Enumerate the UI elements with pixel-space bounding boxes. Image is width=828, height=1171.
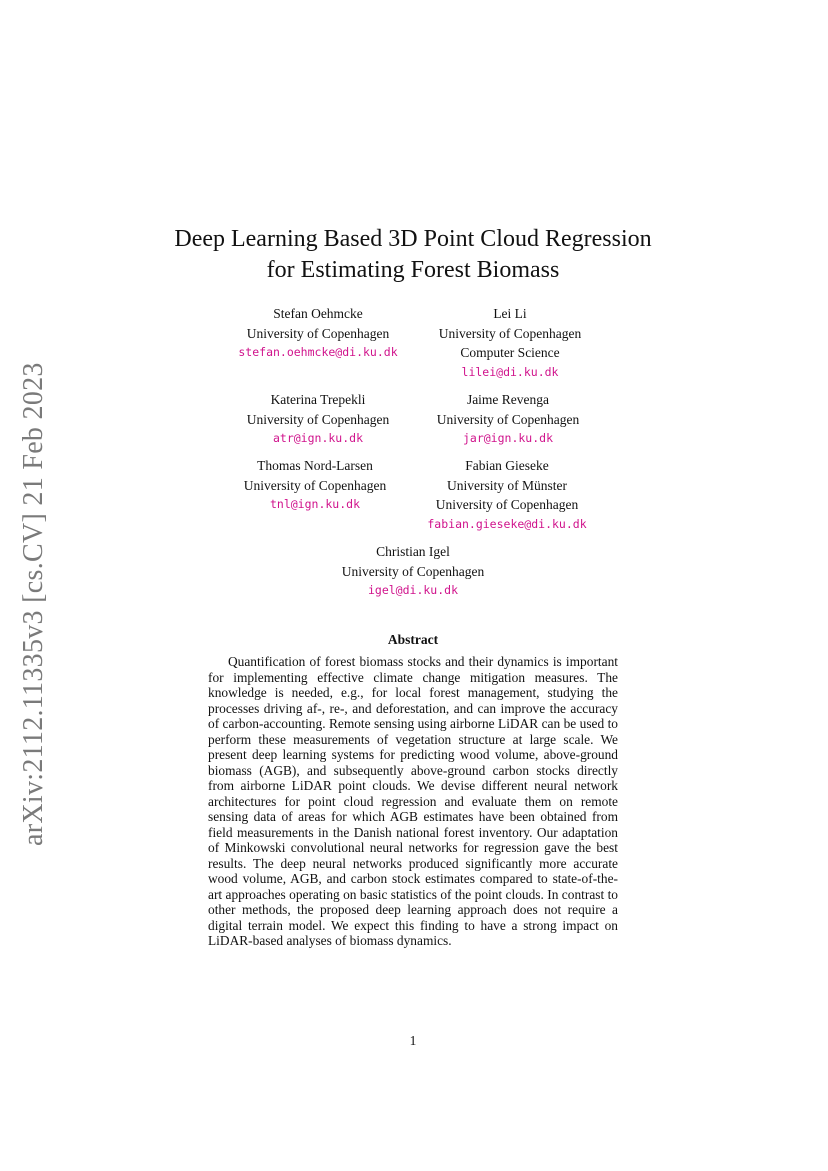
author-email[interactable]: atr@ign.ku.dk	[272, 431, 363, 445]
author-email[interactable]: igel@di.ku.dk	[367, 583, 458, 597]
author-name: Jaime Revenga	[466, 392, 550, 407]
author-affiliation: University of Münster	[447, 477, 567, 493]
author-affiliation: University of Copenhagen	[341, 563, 485, 579]
abstract-heading: Abstract	[387, 632, 439, 647]
paper-title	[150, 224, 676, 286]
abstract-body: Quantification of forest biomass stocks and their dynamics is important for implementing effective climate change mitigation measures. The knowledge is needed, e.g., for local forest management, studying the processes driving af-, re-, and deforestation, and can improve the accuracy of carbon-accounting. Remote sensing using airborne LiDAR can be used to perform these measurements of vegetation structure at large scale. We present deep learning systems for predicting wood volume, above-ground biomass (AGB), and subsequently above-ground carbon stocks directly from airborne LiDAR point clouds. We devise different neural network architectures for point cloud regression and evaluate them on remote sensing data of areas for which AGB estimates have been obtained from field measurements in the Danish national forest inventory. Our adaptation of Minkowski convolutional neural networks for regression gave the best results. The deep neural networks produced significantly more accurate wood volume, AGB, and carbon stock estimates compared to state-of-the-art approaches operating on basic statistics of the point clouds. In contrast to other methods, the proposed deep learning approach does not require a digital terrain model. We expect this finding to have a strong impact on LiDAR-based analyses of biomass dynamics.	[208, 654, 618, 948]
author-affiliation: University of Copenhagen	[246, 411, 390, 427]
author-email[interactable]: fabian.gieseke@di.ku.dk	[427, 516, 587, 531]
author-name: Christian Igel	[376, 544, 450, 559]
author-email[interactable]: tnl@ign.ku.dk	[269, 497, 360, 511]
author-affiliation-2: University of Copenhagen	[435, 497, 579, 512]
author-affiliation: University of Copenhagen	[246, 325, 390, 341]
author-block	[218, 304, 418, 363]
author-block	[218, 390, 418, 449]
author-name: Katerina Trepekli	[270, 392, 366, 407]
author-name: Lei Li	[493, 306, 527, 321]
author-name: Stefan Oehmcke	[273, 306, 363, 321]
author-email[interactable]: lilei@di.ku.dk	[461, 364, 559, 379]
author-affiliation: University of Copenhagen	[243, 477, 387, 493]
author-affiliation: University of Copenhagen	[438, 325, 582, 341]
author-department: Computer Science	[460, 345, 560, 360]
author-email[interactable]: jar@ign.ku.dk	[462, 431, 553, 445]
author-block	[408, 390, 608, 449]
author-block	[215, 456, 415, 515]
author-block	[410, 304, 610, 382]
author-name: Thomas Nord-Larsen	[257, 458, 373, 473]
page-number: 1	[409, 1033, 417, 1048]
author-block	[313, 542, 513, 601]
title-line-2: for Estimating Forest Biomass	[266, 257, 560, 283]
author-name: Fabian Gieseke	[465, 458, 549, 473]
title-line-1: Deep Learning Based 3D Point Cloud Regression	[174, 226, 652, 252]
author-email[interactable]: stefan.oehmcke@di.ku.dk	[238, 345, 398, 359]
arxiv-identifier-stamp: arXiv:2112.11335v3 [cs.CV] 21 Feb 2023	[18, 362, 49, 847]
author-affiliation: University of Copenhagen	[436, 411, 580, 427]
author-block	[407, 456, 607, 534]
